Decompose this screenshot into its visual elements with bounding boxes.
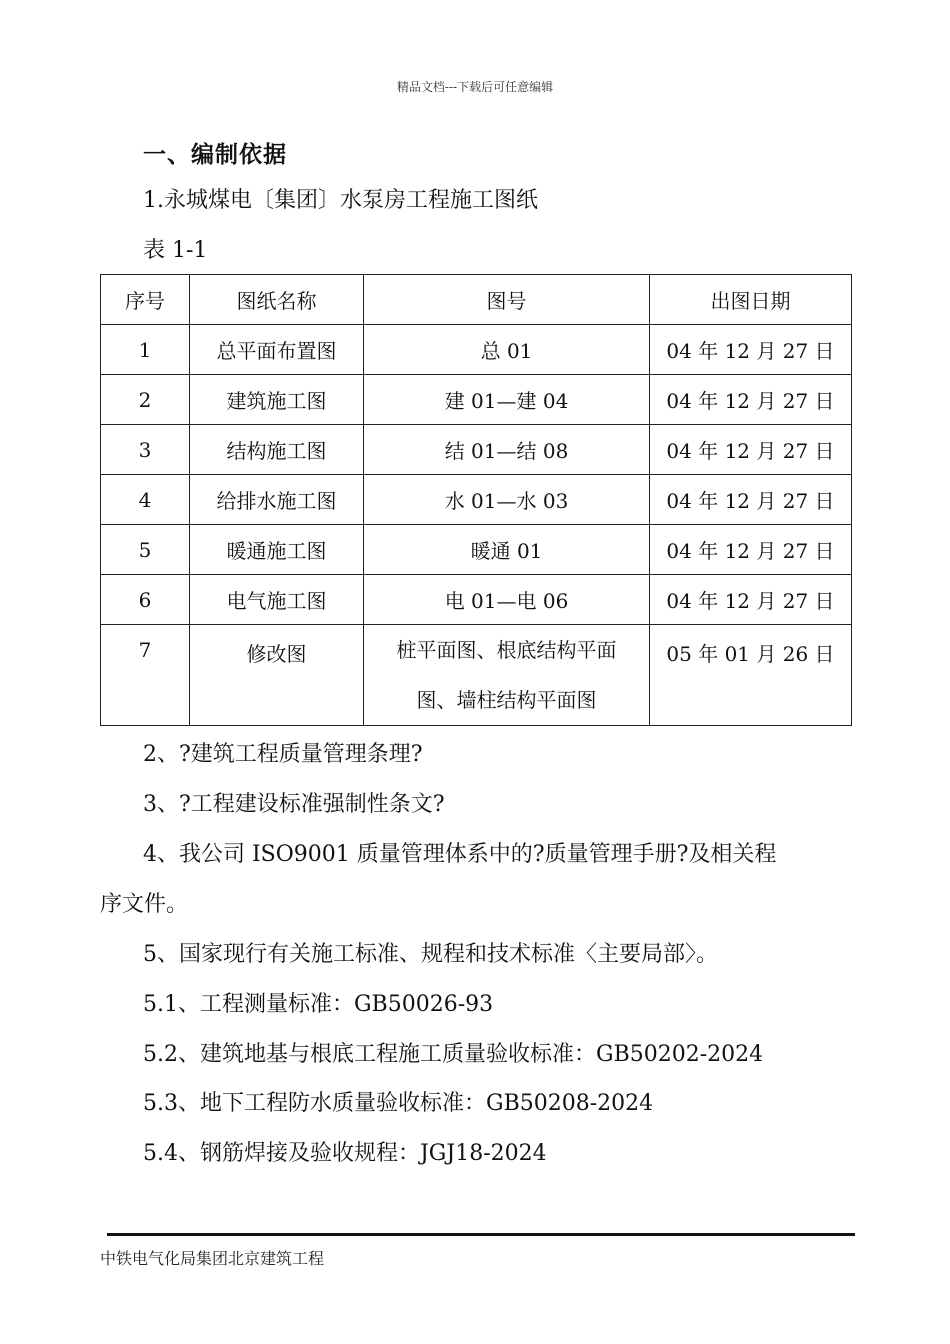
cell-index: 1 [101, 325, 190, 375]
cell-name: 暖通施工图 [190, 525, 364, 575]
cell-date: 05 年 01 月 26 日 [650, 625, 852, 726]
cell-index: 6 [101, 575, 190, 625]
table-row [101, 425, 852, 475]
table-row [101, 575, 852, 625]
table-row [101, 325, 852, 375]
cell-name: 电气施工图 [190, 575, 364, 625]
cell-date: 04 年 12 月 27 日 [650, 525, 852, 575]
page-header: 精品文档---下载后可任意编辑 [396, 80, 554, 94]
cell-date: 04 年 12 月 27 日 [650, 375, 852, 425]
cell-number-line2: 图、墙柱结构平面图 [416, 688, 597, 712]
cell-number: 结 01—结 08 [364, 425, 650, 475]
cell-date: 04 年 12 月 27 日 [650, 325, 852, 375]
cell-name: 总平面布置图 [190, 325, 364, 375]
table-row [101, 475, 852, 525]
col-header-name: 图纸名称 [190, 275, 364, 325]
table-row [101, 525, 852, 575]
cell-index: 7 [101, 625, 190, 726]
item-5-3: 5.3、地下工程防水质量验收标准：GB50208-2024 [143, 1091, 654, 1116]
cell-number [364, 625, 650, 726]
cell-number-line1: 桩平面图、根底结构平面 [396, 638, 617, 662]
cell-number: 总 01 [364, 325, 650, 375]
item-3: 3、?工程建设标准强制性条文? [143, 792, 445, 817]
item-2: 2、?建筑工程质量管理条理? [143, 742, 423, 767]
cell-name: 给排水施工图 [190, 475, 364, 525]
footer-rule [107, 1233, 855, 1236]
cell-index: 4 [101, 475, 190, 525]
col-header-number: 图号 [364, 275, 650, 325]
cell-number: 建 01—建 04 [364, 375, 650, 425]
cell-date: 04 年 12 月 27 日 [650, 425, 852, 475]
item-4-line2: 序文件。 [100, 892, 189, 917]
cell-index: 5 [101, 525, 190, 575]
cell-date: 04 年 12 月 27 日 [650, 575, 852, 625]
cell-index: 2 [101, 375, 190, 425]
cell-name: 修改图 [190, 625, 364, 726]
item-5-2: 5.2、建筑地基与根底工程施工质量验收标准：GB50202-2024 [143, 1042, 764, 1067]
item-1: 1.永城煤电〔集团〕水泵房工程施工图纸 [143, 188, 538, 213]
section-title: 一、编制依据 [143, 142, 287, 168]
table-header-row [101, 275, 852, 325]
col-header-index: 序号 [101, 275, 190, 325]
cell-number: 电 01—电 06 [364, 575, 650, 625]
cell-date: 04 年 12 月 27 日 [650, 475, 852, 525]
cell-number: 暖通 01 [364, 525, 650, 575]
table-row [101, 625, 852, 726]
table-row [101, 375, 852, 425]
cell-index: 3 [101, 425, 190, 475]
page-footer: 中铁电气化局集团北京建筑工程 [100, 1249, 325, 1268]
cell-number: 水 01—水 03 [364, 475, 650, 525]
col-header-date: 出图日期 [650, 275, 852, 325]
drawings-table [100, 274, 852, 726]
cell-name: 建筑施工图 [190, 375, 364, 425]
item-5-4: 5.4、钢筋焊接及验收规程：JGJ18-2024 [143, 1141, 547, 1166]
item-5-1: 5.1、工程测量标准：GB50026-93 [143, 992, 494, 1017]
item-4-line1: 4、我公司 ISO9001 质量管理体系中的?质量管理手册?及相关程 [143, 842, 777, 867]
cell-name: 结构施工图 [190, 425, 364, 475]
item-5: 5、国家现行有关施工标准、规程和技术标准〈主要局部〉。 [143, 942, 718, 967]
table-caption: 表 1-1 [143, 238, 208, 263]
